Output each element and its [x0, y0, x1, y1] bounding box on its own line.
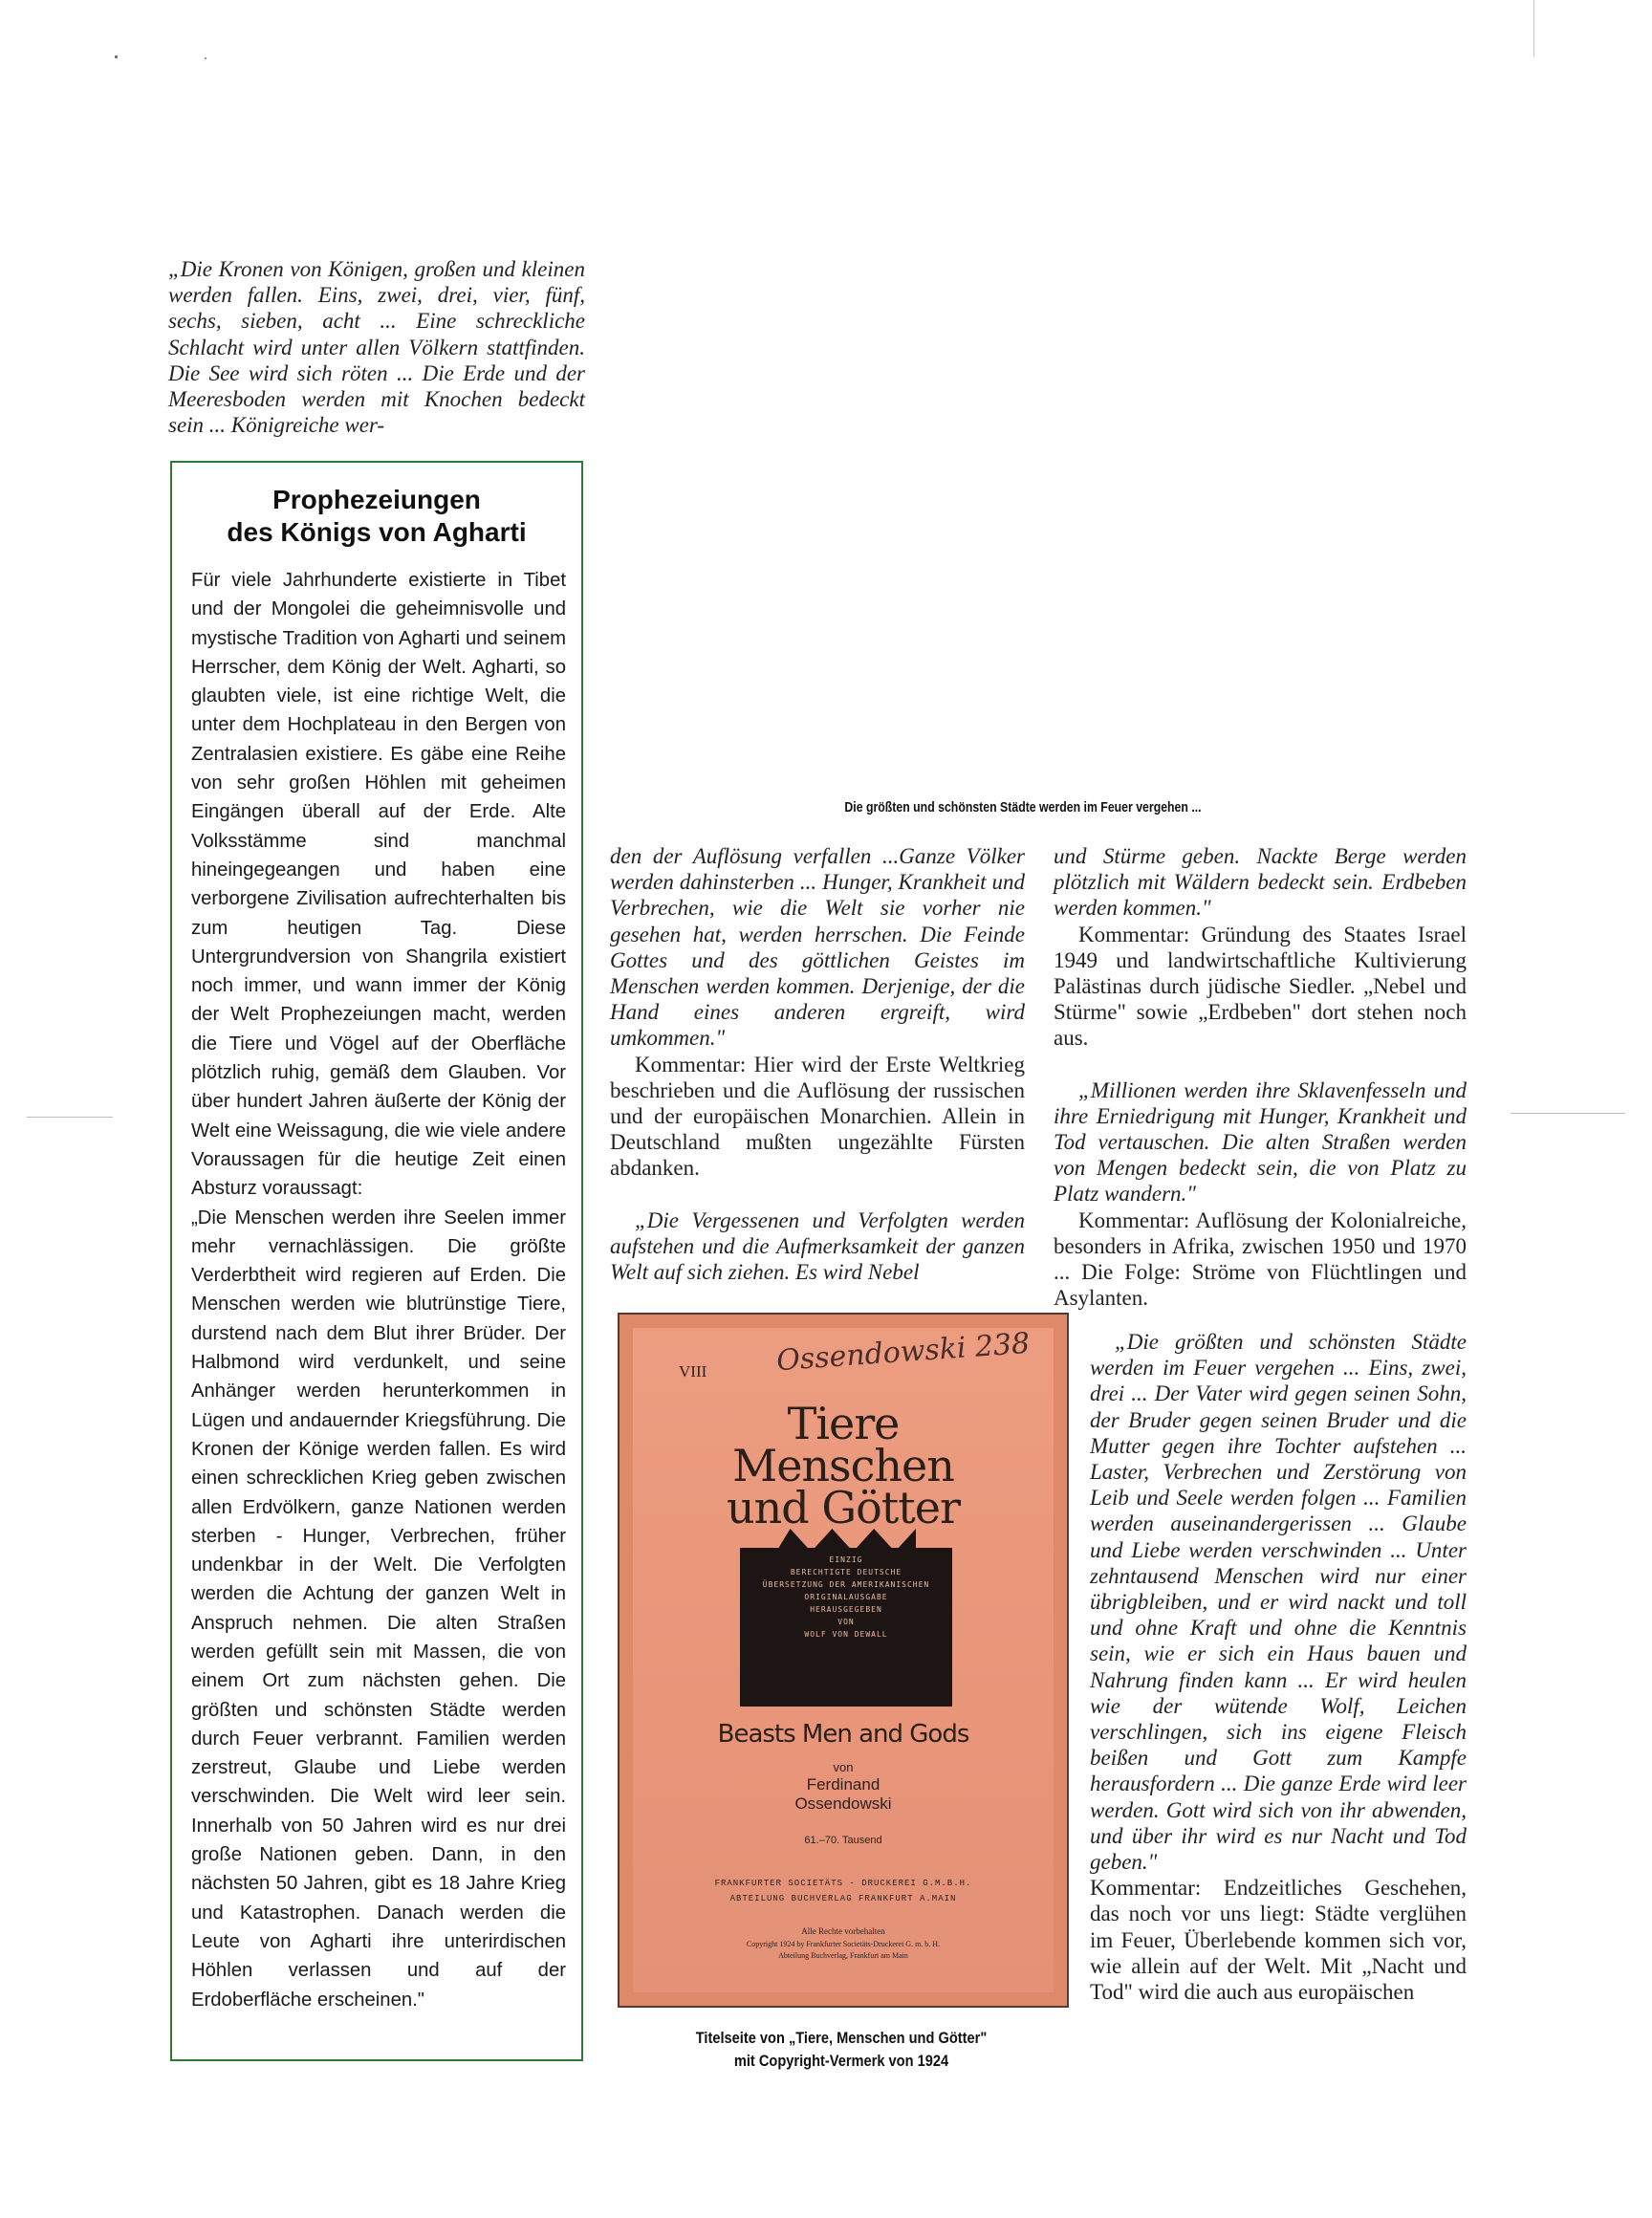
cover-publisher-line1: FRANKFURTER SOCIETÄTS - DRUCKEREI G.M.B.H. — [714, 1879, 972, 1888]
column-right-top — [1054, 843, 1467, 1311]
cover-von: von — [833, 1760, 854, 1774]
panel-line: ORIGINALAUSGABE — [804, 1593, 888, 1601]
panel-line: WOLF VON DEWALL — [804, 1630, 888, 1639]
edge-line — [1533, 0, 1534, 57]
cover-caption-line1: Titelseite von „Tiere, Menschen und Götter" — [695, 2029, 988, 2047]
book-cover-image — [618, 1313, 1069, 2008]
cover-author-line1: Ferdinand — [806, 1775, 880, 1794]
panel-line: HERAUSGEGEBEN — [810, 1605, 882, 1614]
cover-author-line2: Ossendowski — [794, 1794, 892, 1813]
cover-corner-mark: VIII — [679, 1362, 707, 1381]
column-middle — [610, 843, 1025, 1285]
cover-rights: Alle Rechte vorbehalten — [801, 1926, 885, 1936]
box-body-intro: Für viele Jahrhunderte existierte in Tibet und der Mongolei die geheimnisvolle und mystische Tradition von Agharti und seinem Herrscher, dem König der Welt. Agharti, so glaubten viele, ist eine richtige Welt, die unter dem Hochplateau in den Bergen von Zentralasien existiere. Es gäbe eine Reihe von sehr großen Höhlen mit geheimen Eingängen überall auf der Erde. Alte Volksstämme sind manchmal hineingegeangen und haben eine verborgene Zivilisation aufrechterhalten bis zum heutigen Tag. Diese Untergrundversion von Shangrila existiert noch immer, und wann immer der König der Welt Prophezeiungen macht, werden die Tiere und Vögel auf der Oberfläche plötzlich ruhig, gemäß dem Glauben. Vor über hundert Jahren äußerte der König der Welt eine Weissagung, die wie viele andere Voraussagen für die heutige Zeit einen Absturz voraussagt: — [191, 570, 566, 1200]
cover-title-line2: Menschen — [732, 1440, 954, 1491]
cover-title-line1: Tiere — [787, 1398, 900, 1449]
col3-quote: „Millionen werden ihre Sklavenfesseln und ihre Erniedrigung mit Hunger, Krankheit und Tod vertauschen. Die alten Straßen werden von Mengen bedeckt sein, die von Platz zu Platz wandern." — [1054, 1077, 1467, 1207]
cover-edition: 61.–70. Tausend — [804, 1835, 882, 1846]
col3-comment2: Kommentar: Auflösung der Kolonialreiche, besonders in Afrika, zwischen 1950 und 1970 ... Die Folge: Ströme von Flüchtlingen und Asylanten. — [1054, 1207, 1467, 1311]
col2-quote2: „Die Vergessenen und Verfolgten werden aufstehen und die Aufmerksamkeit der ganzen Welt auf sich ziehen. Es wird Nebel — [610, 1207, 1025, 1285]
panel-line: EINZIG — [829, 1555, 863, 1564]
box-title-line1: Prophezeiungen — [272, 485, 481, 514]
cover-caption — [645, 2027, 1036, 2073]
box-title — [172, 484, 581, 549]
cover-copyright-line2: Abteilung Buchverlag, Frankfurt am Main — [778, 1951, 908, 1960]
cover-title-line3: und Götter — [727, 1482, 960, 1533]
col3b-comment: Kommentar: Endzeitliches Geschehen, das noch vor uns liegt: Städte verglühen im Feuer, Überlebende kommen sich vor, wie allein auf der Welt. Mit „Nacht und Tod" wird die auch aus europäischen — [1090, 1876, 1467, 2005]
panel-line: ÜBERSETZUNG DER AMERIKANISCHEN — [762, 1580, 930, 1589]
panel-line: VON — [837, 1618, 855, 1626]
top-caption: Die größten und schönsten Städte werden im Feuer vergehen ... — [844, 799, 1202, 815]
book-cover-page — [633, 1328, 1054, 1992]
col2-comment: Kommentar: Hier wird der Erste Weltkrieg beschrieben und die Auflösung der russischen und der europäischen Monarchien. Allein in Deutschland mußten ungezählte Fürsten abdanken. — [610, 1052, 1025, 1181]
sidebar-box — [170, 461, 583, 2061]
fold-line-left — [27, 1117, 113, 1118]
scan-speck — [115, 55, 118, 58]
col3-quote-continued: und Stürme geben. Nackte Berge werden plötzlich mit Wäldern bedeckt sein. Erdbeben werden kommen." — [1054, 844, 1467, 921]
cover-title — [633, 1398, 1054, 1533]
col3b-quote: „Die größten und schönsten Städte werden im Feuer vergehen ... Eins, zwei, drei ... Der Vater wird gegen seinen Sohn, der Bruder gegen seinen Bruder und die Mutter gegen ihre Tochter aufstehen ... Laster, Verbrechen und Zerstörung von Leib und Seele werden folgen ... Familien werden auseinandergerissen ... Glaube und Liebe werden verschwinden ... Unter zehntausend Menschen wird nur einer übrigbleiben, und er wird nackt und toll und ohne Kraft und ohne die Kenntnis sein, wie er sich ein Haus bauen und Nahrung finden kann ... Er wird heulen wie der wütende Wolf, Leichen verschlingen, sich ins eigene Fleisch beißen und Gott zum Kampfe herausfordern ... Die ganze Erde wird leer werden. Gott wird sich von ihr abwenden, und über ihr wird es nur Nacht und Tod geben." — [1090, 1330, 1467, 1875]
scan-speck — [205, 57, 206, 59]
cover-publisher-line2: ABTEILUNG BUCHVERLAG FRANKFURT A.MAIN — [729, 1894, 957, 1903]
box-title-line2: des Königs von Agharti — [227, 517, 527, 547]
column-right-bottom — [1090, 1329, 1467, 2005]
fold-line-right — [1511, 1113, 1625, 1114]
box-body-quote: „Die Menschen werden ihre Seelen immer mehr vernachlässigen. Die größte Verderbtheit wird regieren auf Erden. Die Menschen werden wie blutrünstige Tiere, durstend nach dem Blut ihrer Brüder. Der Halbmond wird verdunkelt, und seine Anhänger werden herunterkommen in Lügen und andauernder Kriegsführung. Die Kronen der Könige werden fallen. Es wird einen schrecklichen Krieg geben zwischen allen Erdvölkern, ganze Nationen werden sterben - Hunger, Verbrechen, früher undenkbar in der Welt. Die Verfolgten werden die Achtung der ganzen Welt in Anspruch nehmen. Die alten Straßen werden gefüllt sein mit Massen, die von einem Ort zum nächsten gehen. Die größten und schönsten Städte werden durch Feuer verbrannt. Familien werden zerstreut, Glaube und Liebe werden verschwinden. Die Welt wird leer sein. Innerhalb von 50 Jahren wird es nur drei große Nationen geben. Dann, in den nächsten 50 Jahren, gibt es 18 Jahre Krieg und Katastrophen. Danach werden die Leute von Agharti ihre unterirdischen Höhlen verlassen und auf der Erdoberfläche erscheinen." — [191, 1207, 566, 2011]
col2-quote-continued: den der Auflösung verfallen ...Ganze Völker werden dahinsterben ... Hunger, Krankheit und Verbrechen, wie die Welt sie vorher nie gesehen hat, werden herrschen. Die Feinde Gottes und des göttlichen Geistes im Menschen werden kommen. Derjenige, der die Hand eines anderen ergreift, wird umkommen." — [610, 844, 1025, 1051]
cover-copyright-line1: Copyright 1924 by Frankfurter Societäts-Druckerei G. m. b. H. — [746, 1940, 941, 1948]
panel-line: BERECHTIGTE DEUTSCHE — [790, 1568, 902, 1577]
box-body — [191, 566, 566, 2014]
cover-subtitle: Beasts Men and Gods — [717, 1720, 969, 1749]
left-quote: „Die Kronen von Königen, großen und kleinen werden fallen. Eins, zwei, drei, vier, fünf, sechs, sieben, acht ... Eine schreckliche Schlacht wird unter allen Völkern stattfinden. Die See wird sich röten ... Die Erde und der Meeresboden werden mit Knochen bedeckt sein ... Königreiche wer- — [168, 257, 585, 438]
col3-comment1: Kommentar: Gründung des Staates Israel 1949 und landwirtschaftliche Kultivierung Palästinas durch jüdische Siedler. „Nebel und Stürme" sowie „Erdbeben" dort stehen noch aus. — [1054, 922, 1467, 1051]
cover-caption-line2: mit Copyright-Vermerk von 1924 — [733, 2052, 949, 2070]
handwritten-note: Ossendowski 238 — [775, 1326, 1032, 1379]
cover-panel-text — [740, 1554, 952, 1641]
